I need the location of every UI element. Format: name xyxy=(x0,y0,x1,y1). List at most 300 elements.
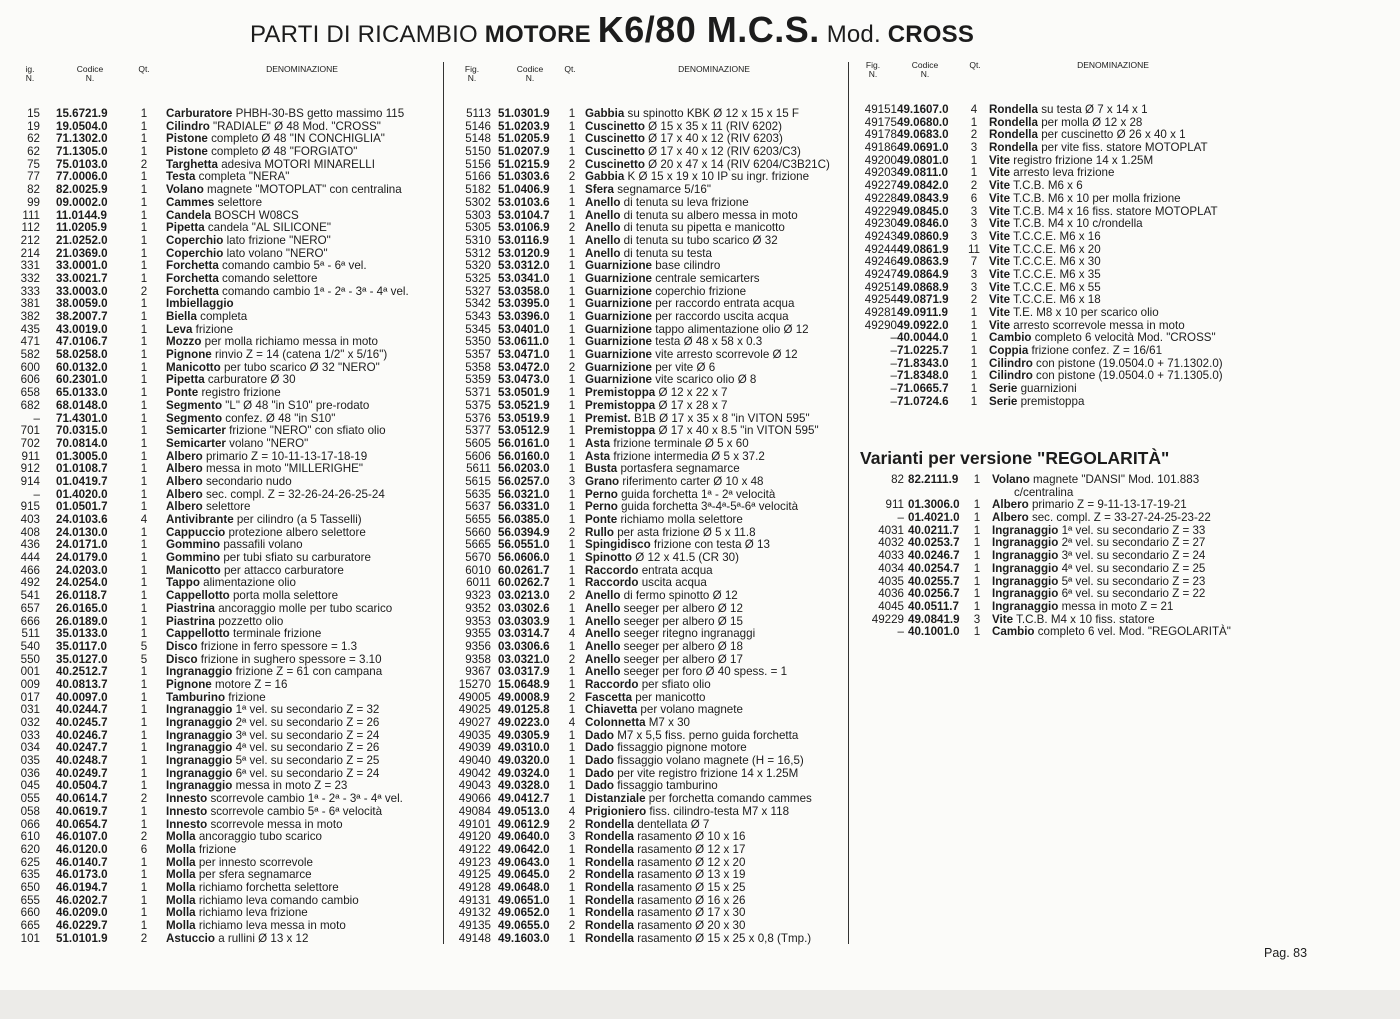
fig-number: 9367 xyxy=(465,665,491,679)
part-quantity: 1 xyxy=(568,665,576,679)
part-code: 49.0324.0 xyxy=(498,766,550,780)
title-model: K6/80 M.C.S. xyxy=(597,9,820,50)
part-code: 71.8348.0 xyxy=(897,369,949,383)
part-quantity: 3 xyxy=(970,204,978,218)
part-quantity: 1 xyxy=(970,115,978,129)
part-code: 49.0864.9 xyxy=(897,267,949,281)
part-description: Coppia frizione confez. Z = 16/61 xyxy=(989,344,1163,358)
part-code: 49.0655.0 xyxy=(498,919,550,932)
part-code: 03.0314.7 xyxy=(498,627,550,641)
part-quantity: 1 xyxy=(568,335,576,349)
part-code: 49.0911.9 xyxy=(897,306,948,319)
part-row xyxy=(851,307,1271,320)
part-code: 53.0106.9 xyxy=(498,221,550,235)
part-description: Rondella su testa Ø 7 x 14 x 1 xyxy=(989,103,1148,116)
part-code: 40.0246.7 xyxy=(56,728,108,742)
part-description: Rullo per asta frizione Ø 5 x 11.8 xyxy=(585,525,756,539)
part-code: 49.0842.0 xyxy=(897,179,949,193)
part-code: 47.0106.7 xyxy=(56,335,108,349)
part-row xyxy=(851,193,1271,206)
part-code: 15.6721.9 xyxy=(56,107,108,120)
part-quantity: 1 xyxy=(140,576,148,590)
fig-number: 5635 xyxy=(465,487,491,501)
regolarita-list xyxy=(852,474,1272,639)
part-code: 40.0504.7 xyxy=(56,779,108,793)
fig-number: 032 xyxy=(20,716,40,729)
fig-number: 49175 xyxy=(864,115,897,129)
fig-number: 49132 xyxy=(458,906,491,920)
part-code: 40.1001.0 xyxy=(908,625,960,639)
part-code: 70.0814.0 xyxy=(56,436,108,450)
fig-number: 9356 xyxy=(465,639,491,653)
fig-number: 4036 xyxy=(878,587,904,601)
part-row xyxy=(446,425,846,438)
part-description: Rondella rasamento Ø 10 x 16 xyxy=(585,830,746,844)
part-quantity: 7 xyxy=(970,255,978,269)
part-quantity: 1 xyxy=(140,906,148,920)
fig-number: 582 xyxy=(20,348,40,362)
part-code: 46.0140.7 xyxy=(56,855,108,869)
part-quantity: 1 xyxy=(568,576,576,590)
part-description: Grano riferimento carter Ø 10 x 48 xyxy=(585,474,764,488)
part-code: 49.0845.0 xyxy=(897,204,949,218)
part-code: 40.0097.0 xyxy=(56,690,108,704)
fig-number: 49131 xyxy=(458,893,491,907)
fig-number: 4045 xyxy=(878,599,904,613)
part-description: Vite T.C.C.E. M6 x 16 xyxy=(989,229,1101,243)
part-row xyxy=(0,920,440,933)
part-quantity: 3 xyxy=(568,830,576,844)
part-description: Guarnizione vite arresto scorrevole Ø 12 xyxy=(585,348,798,362)
part-description: Ingranaggio 3ª vel. su secondario Z = 24 xyxy=(992,549,1206,563)
part-quantity: 1 xyxy=(568,297,576,311)
part-row xyxy=(446,197,846,210)
part-code: 58.0258.0 xyxy=(56,348,108,362)
part-description: Premistoppa Ø 17 x 40 x 8.5 "in VITON 595" xyxy=(585,424,819,438)
part-code: 40.0211.7 xyxy=(908,523,959,537)
fig-number: – xyxy=(33,411,40,425)
part-code: 56.0606.0 xyxy=(498,551,550,565)
part-row xyxy=(0,831,440,844)
part-description: Ingranaggio 1ª vel. su secondario Z = 33 xyxy=(992,523,1206,537)
part-code: 56.0331.0 xyxy=(498,500,550,514)
part-row xyxy=(446,882,846,895)
part-quantity: 1 xyxy=(970,318,978,332)
part-quantity: 4 xyxy=(568,716,576,729)
fig-number: 49246 xyxy=(864,255,897,269)
part-code: 01.0108.7 xyxy=(56,462,108,476)
part-quantity: 1 xyxy=(973,523,981,537)
part-description: Rondella rasamento Ø 12 x 20 xyxy=(585,855,746,869)
part-code: 40.0619.7 xyxy=(56,804,108,818)
part-code: 11.0144.9 xyxy=(56,208,107,222)
part-code: 71.0724.6 xyxy=(897,394,949,408)
part-code: 38.0059.0 xyxy=(56,297,108,311)
fig-number: 5637 xyxy=(465,500,491,514)
part-quantity: 1 xyxy=(973,561,981,575)
fig-number: 912 xyxy=(20,462,40,476)
fig-number: 5312 xyxy=(465,246,491,260)
part-description: Spingidisco frizione con testa Ø 13 xyxy=(585,538,770,552)
part-quantity: 1 xyxy=(568,424,576,438)
fig-number: 49035 xyxy=(458,728,491,742)
part-description: Perno guida forchetta 3ª-4ª-5ª-6ª velocità xyxy=(585,500,799,514)
part-description: Ingranaggio 3ª vel. su secondario Z = 24 xyxy=(166,728,380,742)
part-description: Ingranaggio 4ª vel. su secondario Z = 25 xyxy=(992,561,1206,575)
fig-number: 4034 xyxy=(878,561,904,575)
part-quantity: 1 xyxy=(568,513,576,526)
part-code: 40.0249.7 xyxy=(56,766,108,780)
part-quantity: 1 xyxy=(568,259,576,273)
part-quantity: 1 xyxy=(140,855,148,869)
fig-number: 666 xyxy=(20,614,40,628)
part-code: 51.0301.9 xyxy=(498,107,550,120)
fig-number: 5305 xyxy=(465,221,491,235)
column-divider-2 xyxy=(848,62,849,944)
part-row xyxy=(446,235,846,248)
part-description: Cilindro con pistone (19.0504.0 + 71.1302.0) xyxy=(989,356,1223,370)
part-quantity: 1 xyxy=(140,462,148,476)
part-code: 46.0202.7 xyxy=(56,893,108,907)
page-title xyxy=(250,10,974,55)
part-quantity: 1 xyxy=(970,394,978,408)
fig-number: 49005 xyxy=(458,690,491,704)
part-code: 53.0358.0 xyxy=(498,284,550,298)
part-code: 56.0394.9 xyxy=(498,525,550,539)
part-code: 46.0107.0 xyxy=(56,830,108,844)
part-description: Dado fissaggio tamburino xyxy=(585,779,718,793)
fig-number: 49254 xyxy=(864,293,897,307)
fig-number: 49027 xyxy=(458,716,491,729)
fig-number: 62 xyxy=(27,145,40,159)
part-description: Albero sec. compl. Z = 32-26-24-26-25-24 xyxy=(166,487,385,501)
part-quantity: 1 xyxy=(568,563,576,577)
part-code: 51.0215.9 xyxy=(498,157,550,171)
part-quantity: 1 xyxy=(568,639,576,653)
part-code: 49.0651.0 xyxy=(498,893,550,907)
part-description: Vite T.C.C.E. M6 x 18 xyxy=(989,293,1101,307)
part-code: 01.3005.0 xyxy=(56,449,108,463)
part-quantity: 2 xyxy=(140,830,148,844)
part-code: 24.0254.0 xyxy=(56,576,108,590)
fig-number: 4035 xyxy=(878,574,904,588)
part-code: 53.0341.0 xyxy=(498,271,550,285)
part-description: Ingranaggio 4ª vel. su secondario Z = 26 xyxy=(166,741,380,755)
part-code: 03.0317.9 xyxy=(498,665,550,679)
part-description: Busta portasfera segnamarce xyxy=(585,462,740,476)
part-quantity: 1 xyxy=(140,436,148,450)
part-code: 49.0922.0 xyxy=(897,318,949,332)
part-description: Tamburino frizione xyxy=(166,690,266,704)
part-description: Guarnizione centrale semicarters xyxy=(585,271,760,285)
part-code: 21.0252.0 xyxy=(56,233,108,247)
fig-number: 49128 xyxy=(458,880,491,894)
fig-number: 911 xyxy=(885,498,904,512)
fig-number: 655 xyxy=(20,893,40,907)
fig-number: 49101 xyxy=(458,817,491,831)
part-quantity: 1 xyxy=(140,500,148,514)
part-row xyxy=(446,146,846,159)
fig-number: 333 xyxy=(20,284,40,298)
fig-number: 066 xyxy=(20,817,40,831)
part-code: 65.0133.0 xyxy=(56,386,108,400)
part-code: 40.0654.7 xyxy=(56,817,108,831)
title-engine: MOTORE xyxy=(484,21,591,48)
part-description: Asta frizione terminale Ø 5 x 60 xyxy=(585,436,749,450)
parts-column-2 xyxy=(446,65,846,945)
fig-number: 682 xyxy=(20,398,40,412)
part-quantity: 1 xyxy=(140,868,148,882)
part-quantity: 1 xyxy=(970,356,978,370)
part-quantity: 11 xyxy=(967,242,981,256)
part-description: Cuscinetto Ø 20 x 47 x 14 (RIV 6204/C3B21C) xyxy=(585,157,830,171)
part-description: Gommino passafili volano xyxy=(166,538,303,552)
part-row xyxy=(446,844,846,857)
part-description: Carburatore PHBH-30-BS getto massimo 115 xyxy=(166,107,405,120)
column-header-qt: Qt. xyxy=(564,64,576,74)
column-header-fig: Fig. N. xyxy=(464,64,480,83)
part-row xyxy=(852,626,1272,639)
part-quantity: 1 xyxy=(568,436,576,450)
part-code: 40.0244.7 xyxy=(56,703,108,717)
part-description: Albero sec. compl. Z = 33-27-24-25-23-22 xyxy=(992,511,1211,525)
part-quantity: 1 xyxy=(568,538,576,552)
part-code: 46.0173.0 xyxy=(56,868,108,882)
part-quantity: 4 xyxy=(568,804,576,818)
part-code: 21.0369.0 xyxy=(56,246,108,260)
fig-number: 49290 xyxy=(864,318,897,332)
parts-column-3 xyxy=(851,61,1271,441)
part-quantity: 1 xyxy=(568,386,576,400)
fig-number: 550 xyxy=(20,652,40,666)
fig-number: 49229 xyxy=(871,612,904,626)
part-quantity: 1 xyxy=(140,690,148,704)
part-code: 49.0683.0 xyxy=(897,128,949,142)
fig-number: 49227 xyxy=(864,179,897,193)
part-quantity: 3 xyxy=(970,141,978,155)
part-description: Semicarter frizione "NERO" con sfiato olio xyxy=(166,424,386,438)
part-code: 60.0132.0 xyxy=(56,360,108,374)
part-code: 09.0002.0 xyxy=(56,195,108,209)
fig-number: 49122 xyxy=(458,842,491,856)
fig-number: 5350 xyxy=(465,335,491,349)
part-code: 49.0643.0 xyxy=(498,855,550,869)
fig-number: 058 xyxy=(20,804,40,818)
part-description: Volano magnete "MOTOPLAT" con centralina xyxy=(166,183,402,197)
fig-number: 82 xyxy=(27,183,40,197)
part-description: Cambio completo 6 velocità Mod. "CROSS" xyxy=(989,331,1216,345)
fig-number: 911 xyxy=(21,449,40,463)
fig-number: 5371 xyxy=(465,386,491,400)
part-code: 49.0860.9 xyxy=(897,229,949,243)
part-description: Ingranaggio 2ª vel. su secondario Z = 27 xyxy=(992,536,1206,550)
part-quantity: 1 xyxy=(568,462,576,476)
part-description: Perno guida forchetta 1ª - 2ª velocità xyxy=(585,487,776,501)
fig-number: 403 xyxy=(20,513,40,526)
part-code: 40.0248.7 xyxy=(56,754,108,768)
part-row xyxy=(446,628,846,641)
part-description: Anello seeger per albero Ø 17 xyxy=(585,652,743,666)
part-quantity: 1 xyxy=(973,599,981,613)
fig-number: 660 xyxy=(20,906,40,920)
part-description: Anello seeger per albero Ø 15 xyxy=(585,614,743,628)
fig-number: 4032 xyxy=(878,536,904,550)
fig-number: 471 xyxy=(20,335,40,349)
part-description: Pipetta carburatore Ø 30 xyxy=(166,373,296,387)
fig-number: 5113 xyxy=(466,107,491,120)
fig-number: – xyxy=(890,344,897,358)
part-code: 53.0120.9 xyxy=(498,246,550,260)
part-quantity: 1 xyxy=(568,373,576,387)
part-description: Vite T.C.B. M4 x 10 c/rondella xyxy=(989,217,1143,231)
part-quantity: 4 xyxy=(970,103,978,116)
part-quantity: 1 xyxy=(140,589,148,603)
fig-number: 9358 xyxy=(465,652,491,666)
part-quantity: 1 xyxy=(140,322,148,336)
fig-number: 5327 xyxy=(465,284,491,298)
part-description: Vite T.C.B. M4 x 10 fiss. statore xyxy=(992,612,1155,626)
part-quantity: 1 xyxy=(140,310,148,323)
column-header-code: Codice N. xyxy=(516,64,544,83)
column-header-fig: ig. N. xyxy=(25,64,35,83)
part-description: Guarnizione tappo alimentazione olio Ø 12 xyxy=(585,322,809,336)
part-description: Chiavetta per volano magnete xyxy=(585,703,743,717)
part-quantity: 1 xyxy=(973,511,981,525)
part-description: Astuccio a rullini Ø 13 x 12 xyxy=(166,931,309,945)
part-row xyxy=(0,641,440,654)
part-code: 40.2512.7 xyxy=(56,665,108,679)
part-description: Dado fissaggio volano magnete (H = 16,5) xyxy=(585,754,804,768)
part-row xyxy=(0,146,440,159)
fig-number: 5376 xyxy=(465,411,491,425)
parts-list xyxy=(446,108,846,945)
part-quantity: 1 xyxy=(568,119,576,133)
part-code: 49.0861.9 xyxy=(897,242,949,256)
part-quantity: 1 xyxy=(140,411,148,425)
fig-number: 5343 xyxy=(465,310,491,323)
fig-number: 49203 xyxy=(864,166,897,180)
fig-number: 9353 xyxy=(465,614,491,628)
fig-number: 635 xyxy=(20,868,40,882)
part-row xyxy=(852,550,1272,563)
column-header-fig: Fig. N. xyxy=(865,60,881,79)
part-description: Guarnizione base cilindro xyxy=(585,259,721,273)
part-code: 53.0473.0 xyxy=(498,373,550,387)
part-row xyxy=(0,628,440,641)
fig-number: 650 xyxy=(20,880,40,894)
fig-number: – xyxy=(890,369,897,383)
fig-number: 915 xyxy=(20,500,40,514)
part-quantity: 2 xyxy=(140,157,148,171)
part-quantity: 2 xyxy=(140,284,148,298)
part-code: 40.0253.7 xyxy=(908,536,960,550)
part-code: 53.0519.9 xyxy=(498,411,550,425)
part-row xyxy=(851,142,1271,155)
part-quantity: 2 xyxy=(568,817,576,831)
fig-number: 5615 xyxy=(465,474,491,488)
part-description: Guarnizione per raccordo entrata acqua xyxy=(585,297,795,311)
part-code: 26.0165.0 xyxy=(56,601,108,615)
fig-number: 331 xyxy=(20,259,40,273)
part-row xyxy=(0,933,440,946)
part-description: Rondella rasamento Ø 20 x 30 xyxy=(585,919,746,932)
part-quantity: 5 xyxy=(140,652,148,666)
fig-number: – xyxy=(33,487,40,501)
fig-number: 49084 xyxy=(458,804,491,818)
part-description: Albero primario Z = 10-11-13-17-18-19 xyxy=(166,449,368,463)
part-quantity: 1 xyxy=(568,551,576,565)
part-quantity: 4 xyxy=(568,627,576,641)
part-code: 49.0871.9 xyxy=(897,293,949,307)
part-description: Targhetta adesiva MOTORI MINARELLI xyxy=(166,157,375,171)
part-quantity: 1 xyxy=(140,563,148,577)
part-quantity: 1 xyxy=(140,677,148,691)
part-description: Vite arresto leva frizione xyxy=(989,166,1115,180)
part-quantity: 1 xyxy=(140,424,148,438)
part-description: Rondella rasamento Ø 12 x 17 xyxy=(585,842,746,856)
part-code: 71.0665.7 xyxy=(897,382,949,396)
part-row xyxy=(0,197,440,210)
fig-number: 034 xyxy=(20,741,40,755)
part-code: 24.0103.6 xyxy=(56,513,108,526)
part-description: Distanziale per forchetta comando cammes xyxy=(585,792,812,806)
part-row xyxy=(0,438,440,451)
fig-number: 49135 xyxy=(458,919,491,932)
fig-number: 49125 xyxy=(458,868,491,882)
part-description: Rondella per molla Ø 12 x 28 xyxy=(989,115,1143,129)
fig-number: 15 xyxy=(27,107,40,120)
part-quantity: 1 xyxy=(140,119,148,133)
part-row xyxy=(852,512,1272,525)
part-code: 71.1302.0 xyxy=(56,132,108,146)
part-code: 40.0254.7 xyxy=(908,561,960,575)
part-code: 01.0501.7 xyxy=(56,500,108,514)
part-code: 49.1607.0 xyxy=(897,103,949,116)
fig-number: 017 xyxy=(20,690,40,704)
fig-number: 036 xyxy=(20,766,40,780)
part-row xyxy=(446,920,846,933)
part-row xyxy=(446,552,846,565)
part-code: 40.0256.7 xyxy=(908,587,960,601)
part-quantity: 1 xyxy=(140,779,148,793)
part-code: 71.0225.7 xyxy=(897,344,949,358)
part-quantity: 1 xyxy=(568,322,576,336)
part-description: Pistone completo Ø 48 "FORGIATO" xyxy=(166,145,358,159)
part-description: Guarnizione per raccordo uscita acqua xyxy=(585,310,789,323)
part-description: Vite T.C.B. M6 x 10 per molla frizione xyxy=(989,191,1181,205)
part-description: Anello di tenuta su albero messa in moto xyxy=(585,208,798,222)
part-quantity: 1 xyxy=(140,525,148,539)
part-description: Molla per innesto scorrevole xyxy=(166,855,313,869)
title-mod: Mod. xyxy=(826,21,881,48)
part-row xyxy=(446,717,846,730)
part-description: Anello seeger ritegno ingranaggi xyxy=(585,627,756,641)
fig-number: 606 xyxy=(20,373,40,387)
part-row xyxy=(446,514,846,527)
part-quantity: 1 xyxy=(140,386,148,400)
fig-number: 49228 xyxy=(864,191,897,205)
column-divider-1 xyxy=(443,62,444,944)
part-quantity: 1 xyxy=(140,754,148,768)
part-description: Cammes selettore xyxy=(166,195,263,209)
part-code: 03.0303.9 xyxy=(498,614,550,628)
part-description: Gommino per tubi sfiato su carburatore xyxy=(166,551,371,565)
part-description: Anello seeger per albero Ø 12 xyxy=(585,601,743,615)
part-quantity: 1 xyxy=(568,842,576,856)
part-row xyxy=(446,108,846,121)
part-quantity: 1 xyxy=(973,498,981,512)
part-code: 60.2301.0 xyxy=(56,373,108,387)
